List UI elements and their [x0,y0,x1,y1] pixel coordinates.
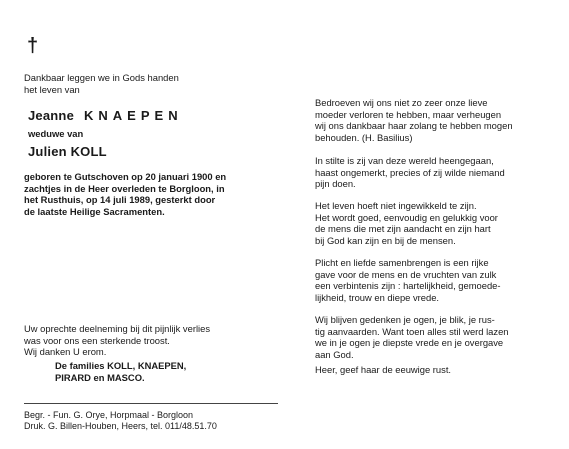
prayer-line: Heer, geef haar de eeuwige rust. [315,364,452,375]
printer-credits: Begr. - Fun. G. Orye, Horpmaal - Borgloon Druk. G. Billen-Houben, Heers, tel. 011/48.51.70 [24,410,217,431]
intro-text: Dankbaar leggen we in Gods handen het leven van [24,72,179,95]
divider-line [24,403,278,404]
biography: geboren te Gutschoven op 20 januari 1900 en zachtjes in de Heer overleden te Borgloon, in het Rusthuis, op 14 juli 1989, gesterkt door de laatste Heilige Sacramenten. [24,171,227,217]
deceased-name [28,108,183,123]
quote-silence: In stilte is zij van deze wereld heengegaan, haast ongemerkt, precies of zij wilde niemand pijn doen. [315,155,505,190]
widow-of-label: weduwe van [28,128,84,139]
quote-life: Het leven hoeft niet ingewikkeld te zijn. Het wordt goed, eenvoudig en gelukkig voor de mens die met zijn aandacht en zijn hart bij God kan zijn en bij de mensen. [315,200,498,246]
deceased-first-name: Jeanne [28,108,75,123]
thanks-text: Uw oprechte deelneming bij dit pijnlijk verlies was voor ons een sterkende troost. Wij danken U erom. [24,323,211,358]
deceased-surname: KNAEPEN [84,108,183,123]
cross-icon: † [27,35,39,57]
quote-remembrance: Wij blijven gedenken je ogen, je blik, je rus- tig aanvaarden. Want toen alles stil werd lazen we in je ogen je diepste vrede en je overgave aan God. [315,314,509,360]
spouse-name: Julien KOLL [28,144,107,159]
quote-basilius: Bedroeven wij ons niet zo zeer onze lieve moeder verloren te hebben, maar verheugen wij ons dankbaar haar zolang te hebben mogen behouden. (H. Basilius) [315,97,513,143]
quote-duty-love: Plicht en liefde samenbrengen is een rijke gave voor de mens en de vruchten van zulk een verbintenis zijn : hartelijkheid, gemoede- lijkheid, trouw en diepe vrede. [315,257,501,303]
families-signature: De families KOLL, KNAEPEN, PIRARD en MASCO. [55,360,187,383]
